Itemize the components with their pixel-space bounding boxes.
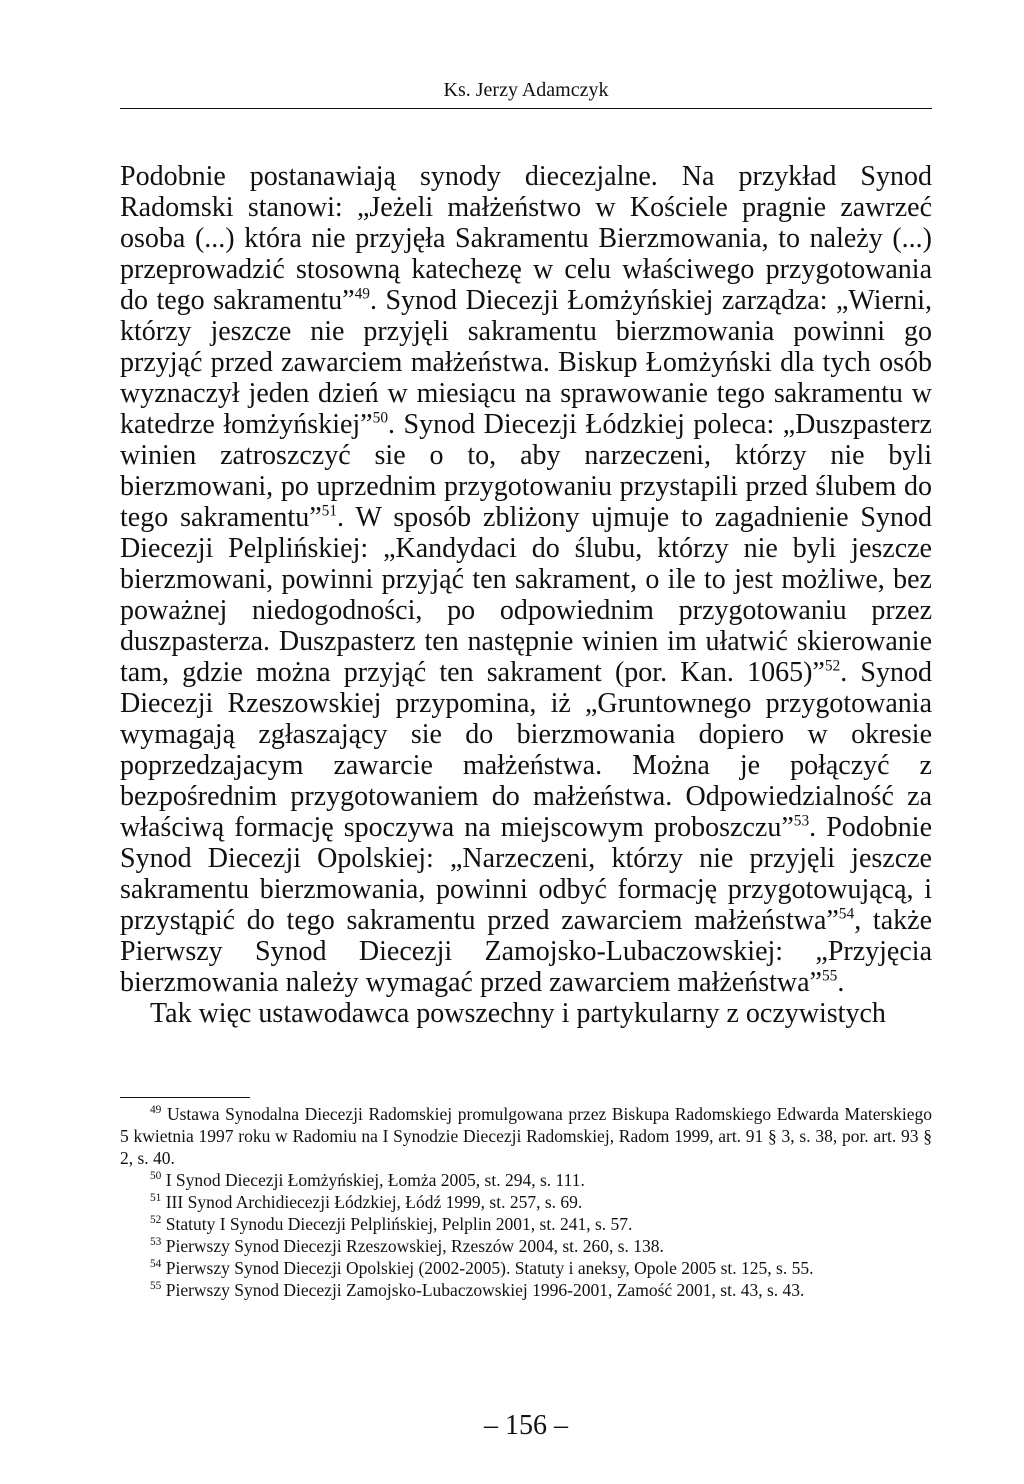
footnote-item: [120, 1235, 932, 1257]
footnote-text: Pierwszy Synod Diecezji Zamojsko-Lubaczowskiej 1996-2001, Zamość 2001, st. 43, s. 43.: [165, 1280, 805, 1300]
footnote-number: 53: [150, 1236, 162, 1249]
footnote-ref[interactable]: 51: [321, 502, 338, 520]
text-segment: . Synod Diecezji Łódzkiej poleca: „Duszpasterz winien zatroszczyć sie o to, aby narzeczeni, którzy nie byli bierzmowani, po uprzednim przygotowaniu przystapili przed ślubem do tego sakramentu”: [120, 409, 932, 533]
footnote-item: [120, 1169, 932, 1191]
header-rule: [120, 108, 932, 109]
footnote-ref[interactable]: 54: [838, 905, 855, 923]
footnote-ref[interactable]: 53: [793, 812, 810, 830]
footnote-text: Statuty I Synodu Diecezji Pelplińskiej, Pelplin 2001, st. 241, s. 57.: [165, 1214, 633, 1234]
footnote-number: 52: [150, 1214, 162, 1227]
footnote-number: 51: [150, 1192, 162, 1205]
text-segment: Podobnie postanawiają synody diecezjalne. Na przykład Synod Radomski stanowi: „Jeżeli małżeństwo w Kościele pragnie zawrzeć osoba (...) która nie przyjęła Sakramentu Bierzmowania, to należy (...) przeprowadzić stosowną katechezę w celu właściwego przygotowania do tego sakramentu”: [120, 161, 932, 316]
paragraph-1: [120, 161, 932, 998]
footnote-text: III Synod Archidiecezji Łódzkiej, Łódź 1999, st. 257, s. 69.: [165, 1192, 583, 1212]
footnote-ref[interactable]: 50: [372, 409, 389, 427]
paragraph-2: Tak więc ustawodawca powszechny i partykularny z oczywistych: [150, 998, 886, 1029]
footnote-number: 50: [150, 1170, 162, 1183]
footnote-text: Pierwszy Synod Diecezji Opolskiej (2002-2005). Statuty i aneksy, Opole 2005 st. 125, s. 55.: [165, 1258, 814, 1278]
footnote-text: I Synod Diecezji Łomżyńskiej, Łomża 2005, st. 294, s. 111.: [165, 1170, 585, 1190]
footnote-ref[interactable]: 52: [824, 657, 841, 675]
running-head: Ks. Jerzy Adamczyk: [443, 79, 609, 101]
footnote-ref[interactable]: 55: [821, 967, 838, 985]
text-segment: . W sposób zbliżony ujmuje to zagadnienie Synod Diecezji Pelplińskiej: „Kandydaci do ślubu, którzy nie byli jeszcze bierzmowani, powinni przyjąć ten sakrament, o ile to jest możliwe, bez poważnej niedogodności, po odpowiednim przygotowaniu przez duszpasterza. Duszpasterz ten następnie winien im ułatwić skierowanie tam, gdzie można przyjąć ten sakrament (por. Kan. 1065)”: [120, 502, 933, 688]
text-segment: . Podobnie Synod Diecezji Opolskiej: „Narzeczeni, którzy nie przyjęli jeszcze sakramentu bierzmowania, powinni odbyć formację przygotowującą, i przystąpić do tego sakramentu przed zawarciem małżeństwa”: [120, 812, 933, 936]
book-page: [120, 0, 932, 1484]
footnote-item: [120, 1257, 932, 1279]
body-text: [120, 161, 932, 1029]
footnote-text: Pierwszy Synod Diecezji Rzeszowskiej, Rzeszów 2004, st. 260, s. 138.: [165, 1236, 664, 1256]
footnote-item: [120, 1213, 932, 1235]
footnote-item: [120, 1103, 932, 1169]
footnote-item: [120, 1191, 932, 1213]
text-segment: . Synod Diecezji Łomżyńskiej zarządza: „Wierni, którzy jeszcze nie przyjęli sakramentu bierzmowania powinni go przyjąć przed zawarciem małżeństwa. Biskup Łomżyński dla tych osób wyznaczył jeden dzień w miesiącu na sprawowanie tego sakramentu w katedrze łomżyńskiej”: [120, 285, 933, 440]
footnote-number: 49: [150, 1104, 162, 1117]
footnote-separator: [120, 1097, 250, 1098]
text-segment: . Synod Diecezji Rzeszowskiej przypomina, iż „Gruntownego przygotowania wymagają zgłaszający sie do bierzmowania dopiero w okresie poprzedzajacym zawarcie małżeństwa. Można je połączyć z bezpośrednim przygotowaniem do małżeństwa. Odpowiedzialność za właściwą formację spoczywa na miejscowym proboszczu”: [120, 657, 933, 843]
footnote-number: 54: [150, 1258, 162, 1271]
footnote-item: [120, 1279, 932, 1301]
text-segment: , także Pierwszy Synod Diecezji Zamojsko-Lubaczowskiej: „Przyjęcia bierzmowania należy wymagać przed zawarciem małżeństwa”: [120, 905, 932, 998]
footnote-number: 55: [150, 1280, 162, 1293]
footnotes: [120, 1103, 932, 1301]
footnote-text: Ustawa Synodalna Diecezji Radomskiej promulgowana przez Biskupa Radomskiego Edwarda Materskiego 5 kwietnia 1997 roku w Radomiu na I Synodzie Diecezji Radomskiej, Radom 1999, art. 91 § 3, s. 38, por. art. 93 § 2, s. 40.: [120, 1104, 932, 1168]
footnote-ref[interactable]: 49: [354, 285, 370, 303]
page-number: – 156 –: [484, 1410, 568, 1441]
text-segment: .: [837, 967, 845, 998]
